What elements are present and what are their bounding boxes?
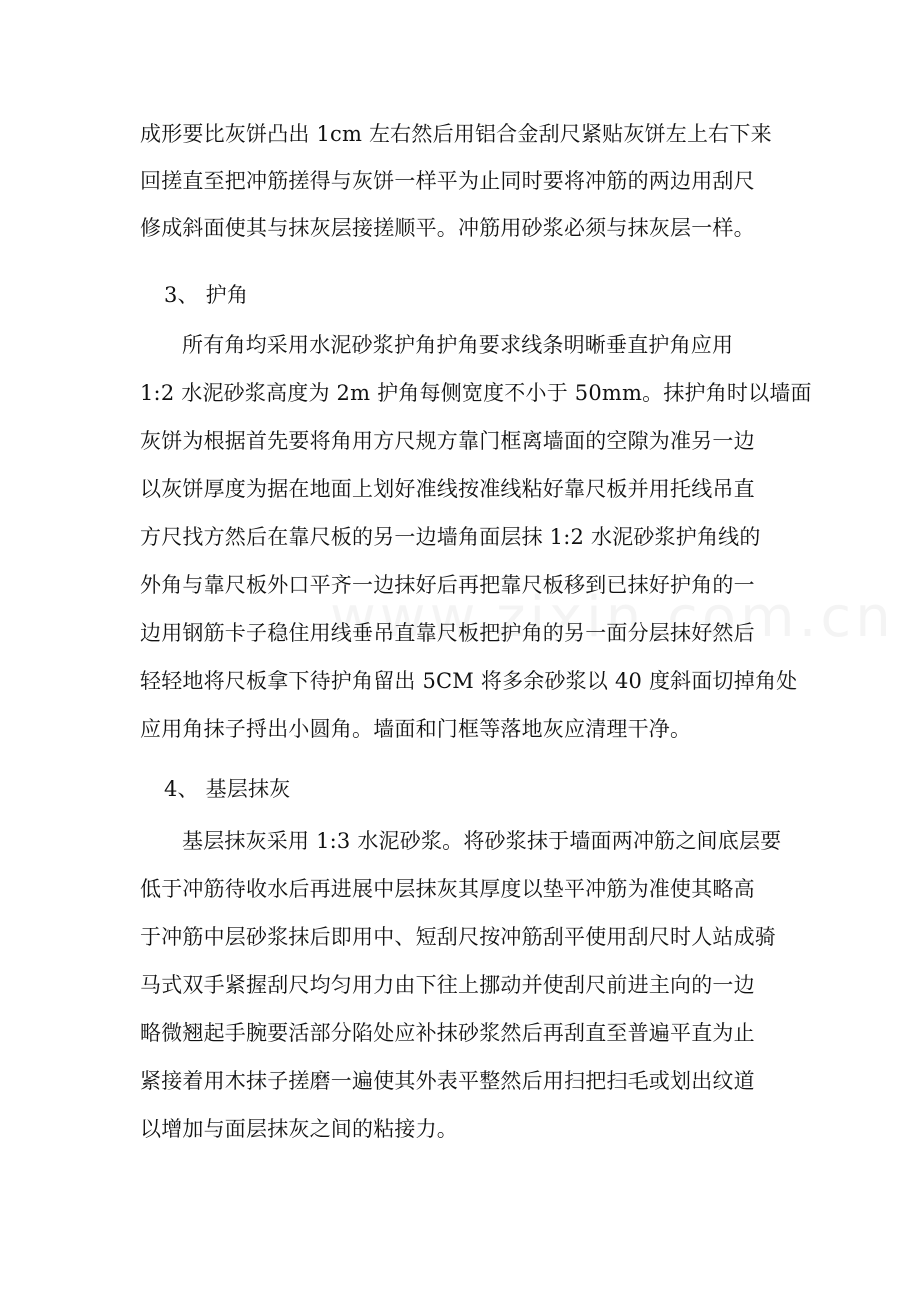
paragraph-line: 应用角抹子捋出小圆角。墙面和门框等落地灰应清理干净。 <box>140 717 692 741</box>
paragraph-line: 以灰饼厚度为据在地面上划好准线按准线粘好靠尺板并用托线吊直 <box>140 477 755 501</box>
paragraph-line: 1:2 水泥砂浆高度为 2m 护角每侧宽度不小于 50mm。抹护角时以墙面 <box>140 381 812 405</box>
paragraph-line: 轻轻地将尺板拿下待护角留出 5CM 将多余砂浆以 40 度斜面切掉角处 <box>140 669 798 693</box>
paragraph-line: 紧接着用木抹子搓磨一遍使其外表平整然后用扫把扫毛或划出纹道 <box>140 1069 755 1093</box>
paragraph-line: 回搓直至把冲筋搓得与灰饼一样平为止同时要将冲筋的两边用刮尺 <box>140 169 755 193</box>
paragraph-line: 于冲筋中层砂浆抹后即用中、短刮尺按冲筋刮平使用刮尺时人站成骑 <box>140 925 776 949</box>
section-heading-3: 3、 护角 <box>164 283 249 307</box>
paragraph-line: 外角与靠尺板外口平齐一边抹好后再把靠尺板移到已抹好护角的一 <box>140 573 755 597</box>
paragraph-line: 略微翘起手腕要活部分陷处应补抹砂浆然后再刮直至普遍平直为止 <box>140 1021 755 1045</box>
paragraph-line: 以增加与面层抹灰之间的粘接力。 <box>140 1117 458 1141</box>
paragraph-line: 马式双手紧握刮尺均匀用力由下往上挪动并使刮尺前进主向的一边 <box>140 973 755 997</box>
paragraph-line: 所有角均采用水泥砂浆护角护角要求线条明晰垂直护角应用 <box>182 333 734 357</box>
paragraph-line: 低于冲筋待收水后再进展中层抹灰其厚度以垫平冲筋为准使其略高 <box>140 877 755 901</box>
paragraph-line: 基层抹灰采用 1:3 水泥砂浆。将砂浆抹于墙面两冲筋之间底层要 <box>182 829 782 853</box>
paragraph-line: 灰饼为根据首先要将角用方尺规方靠门框离墙面的空隙为准另一边 <box>140 429 755 453</box>
section-heading-4: 4、 基层抹灰 <box>164 777 291 801</box>
paragraph-line: 成形要比灰饼凸出 1cm 左右然后用铝合金刮尺紧贴灰饼左上右下来 <box>140 122 772 146</box>
paragraph-line: 边用钢筋卡子稳住用线垂吊直靠尺板把护角的另一面分层抹好然后 <box>140 621 755 645</box>
paragraph-line: 方尺找方然后在靠尺板的另一边墙角面层抹 1:2 水泥砂浆护角线的 <box>140 525 761 549</box>
paragraph-line: 修成斜面使其与抹灰层接搓顺平。冲筋用砂浆必须与抹灰层一样。 <box>140 216 755 240</box>
